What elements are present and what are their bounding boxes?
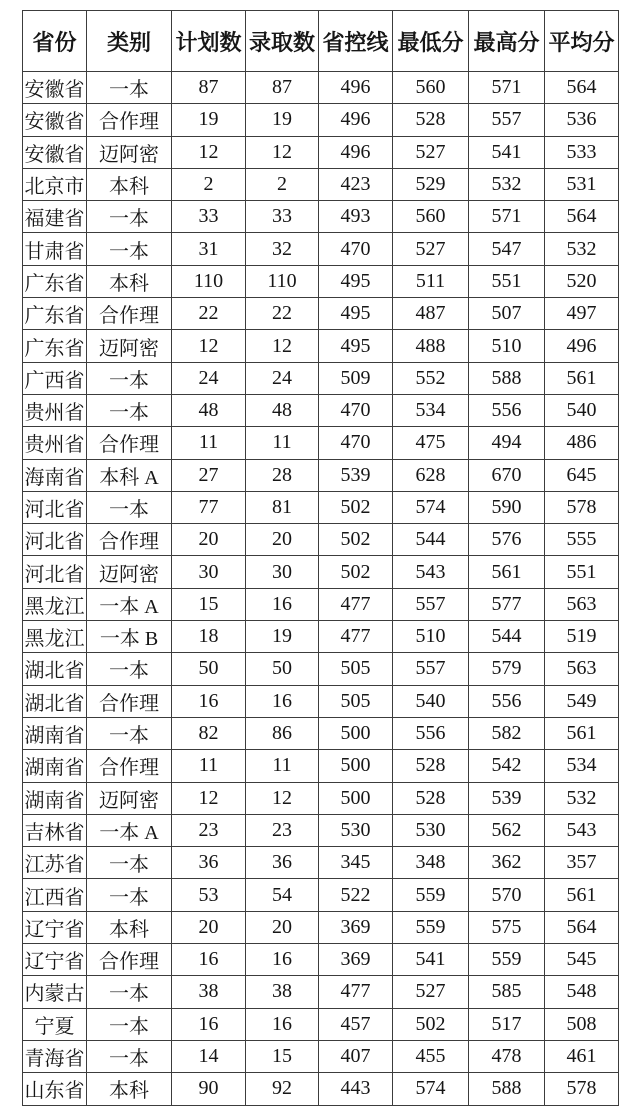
table-row	[23, 814, 619, 846]
table-row	[23, 879, 619, 911]
value-cell: 496	[545, 330, 619, 362]
value-cell: 563	[545, 588, 619, 620]
value-cell: 557	[469, 104, 545, 136]
value-cell: 520	[545, 265, 619, 297]
value-cell: 24	[172, 362, 246, 394]
value-cell: 559	[393, 879, 469, 911]
table-row	[23, 782, 619, 814]
value-cell: 505	[319, 653, 393, 685]
category-cell: 合作理	[87, 750, 172, 782]
value-cell: 551	[545, 556, 619, 588]
value-cell: 529	[393, 168, 469, 200]
value-cell: 15	[246, 1040, 319, 1072]
value-cell: 530	[393, 814, 469, 846]
value-cell: 494	[469, 427, 545, 459]
value-cell: 36	[172, 847, 246, 879]
category-cell: 本科	[87, 265, 172, 297]
province-cell: 福建省	[23, 201, 87, 233]
category-cell: 合作理	[87, 427, 172, 459]
table-row	[23, 362, 619, 394]
value-cell: 561	[545, 362, 619, 394]
value-cell: 557	[393, 653, 469, 685]
category-cell: 本科 A	[87, 459, 172, 491]
province-cell: 江西省	[23, 879, 87, 911]
value-cell: 582	[469, 717, 545, 749]
value-cell: 556	[393, 717, 469, 749]
table-row	[23, 168, 619, 200]
value-cell: 570	[469, 879, 545, 911]
value-cell: 81	[246, 491, 319, 523]
value-cell: 670	[469, 459, 545, 491]
category-cell: 一本	[87, 72, 172, 104]
province-cell: 安徽省	[23, 72, 87, 104]
value-cell: 486	[545, 427, 619, 459]
province-cell: 安徽省	[23, 104, 87, 136]
value-cell: 457	[319, 1008, 393, 1040]
value-cell: 16	[172, 1008, 246, 1040]
value-cell: 87	[172, 72, 246, 104]
category-cell: 合作理	[87, 104, 172, 136]
value-cell: 478	[469, 1040, 545, 1072]
value-cell: 575	[469, 911, 545, 943]
value-cell: 110	[246, 265, 319, 297]
value-cell: 16	[246, 588, 319, 620]
value-cell: 502	[319, 491, 393, 523]
province-cell: 甘肃省	[23, 233, 87, 265]
value-cell: 556	[469, 685, 545, 717]
category-cell: 迈阿密	[87, 330, 172, 362]
value-cell: 16	[246, 1008, 319, 1040]
value-cell: 470	[319, 427, 393, 459]
table-row	[23, 556, 619, 588]
value-cell: 562	[469, 814, 545, 846]
value-cell: 561	[545, 717, 619, 749]
value-cell: 561	[545, 879, 619, 911]
value-cell: 533	[545, 136, 619, 168]
province-cell: 辽宁省	[23, 911, 87, 943]
value-cell: 23	[172, 814, 246, 846]
value-cell: 543	[393, 556, 469, 588]
value-cell: 496	[319, 72, 393, 104]
category-cell: 迈阿密	[87, 136, 172, 168]
value-cell: 585	[469, 976, 545, 1008]
value-cell: 645	[545, 459, 619, 491]
category-cell: 一本	[87, 362, 172, 394]
value-cell: 496	[319, 104, 393, 136]
value-cell: 475	[393, 427, 469, 459]
value-cell: 574	[393, 1073, 469, 1105]
province-cell: 黑龙江	[23, 588, 87, 620]
value-cell: 50	[172, 653, 246, 685]
province-cell: 贵州省	[23, 394, 87, 426]
column-header-category: 类别	[87, 11, 172, 72]
province-cell: 广东省	[23, 265, 87, 297]
province-cell: 河北省	[23, 491, 87, 523]
value-cell: 540	[545, 394, 619, 426]
value-cell: 470	[319, 394, 393, 426]
value-cell: 362	[469, 847, 545, 879]
value-cell: 588	[469, 362, 545, 394]
table-row	[23, 491, 619, 523]
table-row	[23, 1073, 619, 1105]
value-cell: 577	[469, 588, 545, 620]
value-cell: 527	[393, 976, 469, 1008]
value-cell: 32	[246, 233, 319, 265]
value-cell: 31	[172, 233, 246, 265]
value-cell: 20	[172, 524, 246, 556]
value-cell: 559	[469, 944, 545, 976]
value-cell: 487	[393, 298, 469, 330]
value-cell: 22	[172, 298, 246, 330]
province-cell: 河北省	[23, 556, 87, 588]
value-cell: 563	[545, 653, 619, 685]
province-cell: 江苏省	[23, 847, 87, 879]
table-row	[23, 653, 619, 685]
table-row	[23, 72, 619, 104]
value-cell: 541	[469, 136, 545, 168]
value-cell: 579	[469, 653, 545, 685]
value-cell: 532	[469, 168, 545, 200]
value-cell: 488	[393, 330, 469, 362]
category-cell: 本科	[87, 1073, 172, 1105]
province-cell: 北京市	[23, 168, 87, 200]
value-cell: 443	[319, 1073, 393, 1105]
table-row	[23, 330, 619, 362]
table-row	[23, 136, 619, 168]
table-row	[23, 524, 619, 556]
value-cell: 16	[172, 944, 246, 976]
value-cell: 571	[469, 72, 545, 104]
value-cell: 2	[172, 168, 246, 200]
value-cell: 38	[246, 976, 319, 1008]
value-cell: 38	[172, 976, 246, 1008]
value-cell: 559	[393, 911, 469, 943]
value-cell: 510	[393, 621, 469, 653]
value-cell: 27	[172, 459, 246, 491]
value-cell: 18	[172, 621, 246, 653]
table-row	[23, 976, 619, 1008]
table-row	[23, 1008, 619, 1040]
category-cell: 合作理	[87, 298, 172, 330]
province-cell: 湖北省	[23, 685, 87, 717]
page	[0, 10, 640, 1110]
value-cell: 477	[319, 621, 393, 653]
value-cell: 551	[469, 265, 545, 297]
province-cell: 广东省	[23, 298, 87, 330]
value-cell: 590	[469, 491, 545, 523]
category-cell: 一本	[87, 491, 172, 523]
value-cell: 542	[469, 750, 545, 782]
category-cell: 一本	[87, 976, 172, 1008]
table-row	[23, 298, 619, 330]
value-cell: 16	[246, 944, 319, 976]
value-cell: 534	[393, 394, 469, 426]
value-cell: 48	[246, 394, 319, 426]
value-cell: 548	[545, 976, 619, 1008]
value-cell: 30	[172, 556, 246, 588]
value-cell: 36	[246, 847, 319, 879]
province-cell: 青海省	[23, 1040, 87, 1072]
value-cell: 2	[246, 168, 319, 200]
value-cell: 578	[545, 1073, 619, 1105]
value-cell: 557	[393, 588, 469, 620]
column-header-avg-score: 平均分	[545, 11, 619, 72]
table-row	[23, 717, 619, 749]
value-cell: 12	[172, 330, 246, 362]
province-cell: 河北省	[23, 524, 87, 556]
admission-score-table	[22, 10, 619, 1106]
table-row	[23, 394, 619, 426]
province-cell: 黑龙江	[23, 621, 87, 653]
table-row	[23, 265, 619, 297]
value-cell: 82	[172, 717, 246, 749]
value-cell: 495	[319, 298, 393, 330]
value-cell: 556	[469, 394, 545, 426]
value-cell: 407	[319, 1040, 393, 1072]
value-cell: 530	[319, 814, 393, 846]
value-cell: 495	[319, 330, 393, 362]
value-cell: 574	[393, 491, 469, 523]
value-cell: 540	[393, 685, 469, 717]
category-cell: 一本 A	[87, 814, 172, 846]
value-cell: 517	[469, 1008, 545, 1040]
value-cell: 48	[172, 394, 246, 426]
value-cell: 16	[172, 685, 246, 717]
province-cell: 贵州省	[23, 427, 87, 459]
category-cell: 迈阿密	[87, 782, 172, 814]
table-row	[23, 1040, 619, 1072]
value-cell: 544	[393, 524, 469, 556]
value-cell: 497	[545, 298, 619, 330]
value-cell: 552	[393, 362, 469, 394]
value-cell: 369	[319, 911, 393, 943]
category-cell: 一本	[87, 233, 172, 265]
value-cell: 90	[172, 1073, 246, 1105]
value-cell: 86	[246, 717, 319, 749]
value-cell: 555	[545, 524, 619, 556]
value-cell: 502	[319, 524, 393, 556]
value-cell: 15	[172, 588, 246, 620]
value-cell: 528	[393, 750, 469, 782]
value-cell: 28	[246, 459, 319, 491]
value-cell: 545	[545, 944, 619, 976]
column-header-min-score: 最低分	[393, 11, 469, 72]
value-cell: 578	[545, 491, 619, 523]
value-cell: 54	[246, 879, 319, 911]
value-cell: 544	[469, 621, 545, 653]
province-cell: 湖南省	[23, 750, 87, 782]
value-cell: 496	[319, 136, 393, 168]
value-cell: 528	[393, 104, 469, 136]
category-cell: 本科	[87, 168, 172, 200]
category-cell: 一本	[87, 1008, 172, 1040]
column-header-planned-count: 计划数	[172, 11, 246, 72]
value-cell: 536	[545, 104, 619, 136]
value-cell: 500	[319, 717, 393, 749]
value-cell: 510	[469, 330, 545, 362]
value-cell: 110	[172, 265, 246, 297]
value-cell: 502	[393, 1008, 469, 1040]
table-row	[23, 459, 619, 491]
value-cell: 507	[469, 298, 545, 330]
value-cell: 23	[246, 814, 319, 846]
value-cell: 12	[246, 136, 319, 168]
value-cell: 11	[246, 750, 319, 782]
header-row	[23, 11, 619, 72]
value-cell: 539	[469, 782, 545, 814]
value-cell: 527	[393, 233, 469, 265]
value-cell: 534	[545, 750, 619, 782]
value-cell: 470	[319, 233, 393, 265]
value-cell: 20	[172, 911, 246, 943]
value-cell: 30	[246, 556, 319, 588]
province-cell: 湖南省	[23, 782, 87, 814]
value-cell: 357	[545, 847, 619, 879]
category-cell: 合作理	[87, 524, 172, 556]
province-cell: 海南省	[23, 459, 87, 491]
value-cell: 502	[319, 556, 393, 588]
column-header-admitted-count: 录取数	[246, 11, 319, 72]
table-row	[23, 588, 619, 620]
value-cell: 24	[246, 362, 319, 394]
value-cell: 12	[246, 330, 319, 362]
value-cell: 14	[172, 1040, 246, 1072]
province-cell: 广东省	[23, 330, 87, 362]
value-cell: 532	[545, 233, 619, 265]
value-cell: 423	[319, 168, 393, 200]
value-cell: 16	[246, 685, 319, 717]
table-row	[23, 847, 619, 879]
value-cell: 576	[469, 524, 545, 556]
column-header-max-score: 最高分	[469, 11, 545, 72]
value-cell: 519	[545, 621, 619, 653]
province-cell: 山东省	[23, 1073, 87, 1105]
value-cell: 477	[319, 588, 393, 620]
table-row	[23, 621, 619, 653]
value-cell: 19	[246, 104, 319, 136]
table-row	[23, 427, 619, 459]
value-cell: 541	[393, 944, 469, 976]
value-cell: 588	[469, 1073, 545, 1105]
value-cell: 11	[172, 750, 246, 782]
value-cell: 532	[545, 782, 619, 814]
value-cell: 477	[319, 976, 393, 1008]
value-cell: 539	[319, 459, 393, 491]
value-cell: 19	[172, 104, 246, 136]
value-cell: 531	[545, 168, 619, 200]
value-cell: 564	[545, 911, 619, 943]
value-cell: 33	[172, 201, 246, 233]
province-cell: 吉林省	[23, 814, 87, 846]
value-cell: 369	[319, 944, 393, 976]
table-row	[23, 944, 619, 976]
province-cell: 广西省	[23, 362, 87, 394]
value-cell: 20	[246, 911, 319, 943]
category-cell: 一本	[87, 879, 172, 911]
value-cell: 92	[246, 1073, 319, 1105]
category-cell: 一本 A	[87, 588, 172, 620]
value-cell: 527	[393, 136, 469, 168]
value-cell: 495	[319, 265, 393, 297]
value-cell: 12	[172, 782, 246, 814]
value-cell: 564	[545, 201, 619, 233]
value-cell: 87	[246, 72, 319, 104]
table-row	[23, 685, 619, 717]
value-cell: 505	[319, 685, 393, 717]
category-cell: 一本 B	[87, 621, 172, 653]
province-cell: 内蒙古	[23, 976, 87, 1008]
value-cell: 12	[246, 782, 319, 814]
category-cell: 一本	[87, 1040, 172, 1072]
table-row	[23, 911, 619, 943]
table-row	[23, 201, 619, 233]
value-cell: 543	[545, 814, 619, 846]
value-cell: 53	[172, 879, 246, 911]
value-cell: 19	[246, 621, 319, 653]
value-cell: 77	[172, 491, 246, 523]
column-header-province: 省份	[23, 11, 87, 72]
value-cell: 22	[246, 298, 319, 330]
value-cell: 493	[319, 201, 393, 233]
category-cell: 合作理	[87, 944, 172, 976]
category-cell: 合作理	[87, 685, 172, 717]
value-cell: 33	[246, 201, 319, 233]
province-cell: 安徽省	[23, 136, 87, 168]
value-cell: 461	[545, 1040, 619, 1072]
table-row	[23, 104, 619, 136]
province-cell: 宁夏	[23, 1008, 87, 1040]
category-cell: 一本	[87, 717, 172, 749]
category-cell: 迈阿密	[87, 556, 172, 588]
value-cell: 628	[393, 459, 469, 491]
column-header-province-control-line: 省控线	[319, 11, 393, 72]
value-cell: 50	[246, 653, 319, 685]
province-cell: 辽宁省	[23, 944, 87, 976]
value-cell: 20	[246, 524, 319, 556]
value-cell: 11	[246, 427, 319, 459]
value-cell: 560	[393, 72, 469, 104]
value-cell: 547	[469, 233, 545, 265]
value-cell: 348	[393, 847, 469, 879]
value-cell: 571	[469, 201, 545, 233]
value-cell: 528	[393, 782, 469, 814]
value-cell: 500	[319, 782, 393, 814]
province-cell: 湖北省	[23, 653, 87, 685]
table-row	[23, 750, 619, 782]
value-cell: 11	[172, 427, 246, 459]
value-cell: 500	[319, 750, 393, 782]
value-cell: 549	[545, 685, 619, 717]
value-cell: 564	[545, 72, 619, 104]
category-cell: 一本	[87, 653, 172, 685]
value-cell: 511	[393, 265, 469, 297]
category-cell: 一本	[87, 201, 172, 233]
province-cell: 湖南省	[23, 717, 87, 749]
value-cell: 508	[545, 1008, 619, 1040]
value-cell: 561	[469, 556, 545, 588]
value-cell: 509	[319, 362, 393, 394]
value-cell: 522	[319, 879, 393, 911]
table-row	[23, 233, 619, 265]
value-cell: 12	[172, 136, 246, 168]
category-cell: 本科	[87, 911, 172, 943]
value-cell: 345	[319, 847, 393, 879]
value-cell: 455	[393, 1040, 469, 1072]
category-cell: 一本	[87, 394, 172, 426]
value-cell: 560	[393, 201, 469, 233]
category-cell: 一本	[87, 847, 172, 879]
